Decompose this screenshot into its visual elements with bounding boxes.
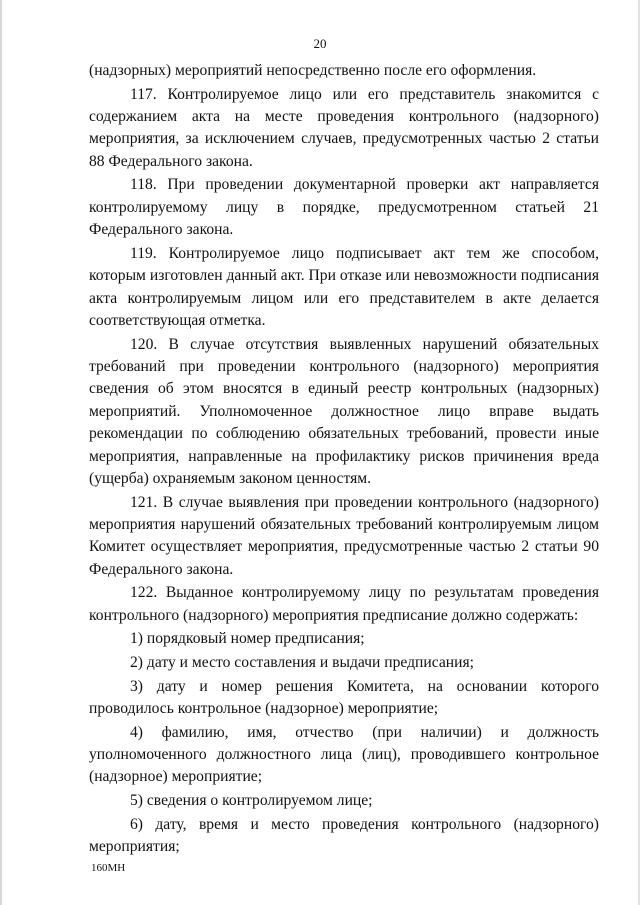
paragraph-122: 122. Выданное контролируемому лицу по результатам проведения контрольного (надзорного) мероприятия предписание должно содержать:	[89, 584, 599, 624]
paragraph-120: 120. В случае отсутствия выявленных нарушений обязательных требований при проведении контрольного (надзорного) мероприятия сведения об этом вносятся в единый реестр контрольных (надзорных) мероприятий. Уполномоченное должностное лицо вправе выдать рекомендации по соблюдению обязательных требований, провести иные мероприятия, направленные на профилактику рисков причинения вреда (ущерба) охраняемым законом ценностям.	[89, 335, 599, 488]
paragraph-118: 118. При проведении документарной проверки акт направляется контролируемому лицу в порядке, предусмотренном статьей 21 Федерального закона.	[89, 176, 599, 239]
document-body	[89, 60, 599, 860]
list-item-3: 3) дату и номер решения Комитета, на основании которого проводилось контрольное (надзорное) мероприятие;	[89, 677, 599, 718]
paragraph-117: 117. Контролируемое лицо или его представитель знакомится с содержанием акта на месте проведения контрольного (надзорного) мероприятия, за исключением случаев, предусмотренных частью 2 статьи 88 Федерального закона.	[89, 85, 599, 170]
paragraph-121: 121. В случае выявления при проведении контрольного (надзорного) мероприятия нарушений обязательных требований контролируемым лицом Комитет осуществляет мероприятия, предусмотренные частью 2 статьи 90 Федерального закона.	[89, 493, 599, 578]
page-number: 20	[313, 36, 327, 51]
paragraph-119: 119. Контролируемое лицо подписывает акт тем же способом, которым изготовлен данный акт. При отказе или невозможности подписания акта контролируемым лицом или его представителем в акте делается соответствующая отметка.	[89, 244, 599, 330]
list-item-4: 4) фамилию, имя, отчество (при наличии) и должность уполномоченного должностного лица (лиц), проводившего контрольное (надзорное) мероприятие;	[89, 723, 599, 786]
document-code: 160МН	[91, 862, 126, 874]
list-item-2: 2) дату и место составления и выдачи предписания;	[130, 654, 474, 672]
list-item-1: 1) порядковый номер предписания;	[130, 630, 365, 648]
paragraph-continuation: (надзорных) мероприятий непосредственно после его оформления.	[89, 62, 537, 79]
list-item-5: 5) сведения о контролируемом лице;	[130, 792, 373, 810]
scan-edge-left	[0, 0, 2, 905]
list-item-6: 6) дату, время и место проведения контрольного (надзорного) мероприятия;	[89, 815, 599, 856]
